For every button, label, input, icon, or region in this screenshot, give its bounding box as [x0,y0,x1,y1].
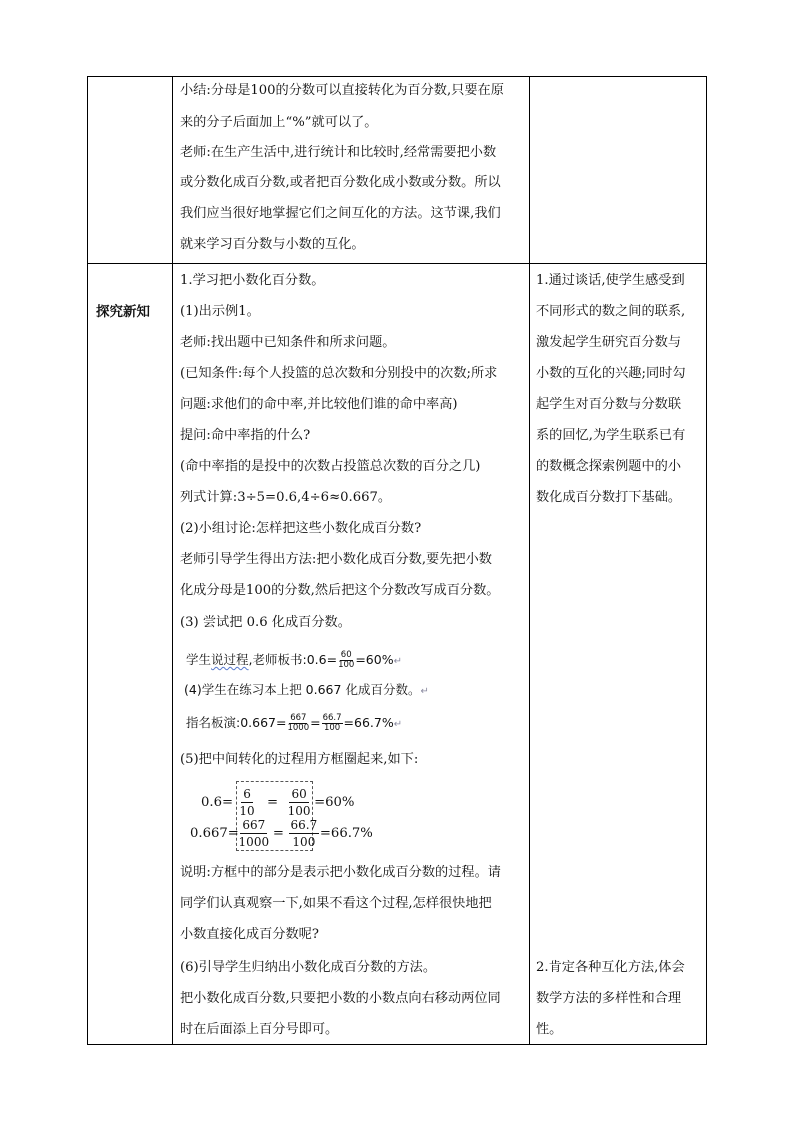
fraction [288,817,320,850]
text-run: 0.6= [201,795,234,810]
boxed-equation-1 [201,786,354,819]
text-run: 指名板演:0.667= [186,715,287,730]
text-line: 把小数化成百分数,只要把小数的小数点向右移动两位同 [180,991,501,1006]
text-run: =66.7% [343,715,394,730]
note-line: 数化成百分数打下基础。 [536,490,682,505]
fraction-numerator: 60 [340,650,352,660]
fraction-denominator: 1000 [287,723,310,733]
text-line: 老师:在生产生活中,进行统计和比较时,经常需要把小数 [180,145,497,160]
fraction [233,786,261,819]
note-line: 1.通过谈话,使学生感受到 [536,273,685,288]
text-line: 列式计算:3÷5=0.6,4÷6≈0.667。 [180,490,392,505]
text-line: (2)小组讨论:怎样把这些小数化成百分数? [180,521,422,536]
text-run: (4)学生在练习本上把 0.667 化成百分数。 [184,682,421,697]
note-line: 2.肯定各种互化方法,体会 [536,960,685,975]
note-line: 小数的互化的兴趣;同时勾 [536,366,686,381]
note-line: 的数概念探索例题中的小 [536,459,682,474]
text-run: =60% [355,652,394,667]
return-mark-icon: ↵ [420,686,429,697]
note-line: 系的回忆,为学生联系已有 [536,428,686,443]
fraction-denominator: 100 [287,804,311,818]
text-line: (3) 尝试把 0.6 化成百分数。 [180,615,351,630]
fraction-numerator: 60 [291,787,307,801]
boxed-equation-2 [190,817,373,850]
fraction-numerator: 667 [290,713,307,723]
fraction-numerator: 667 [242,818,266,832]
fraction-denominator: 100 [292,835,316,849]
board-demo-line [186,713,402,735]
fraction [239,817,269,850]
note-line: 数学方法的多样性和合理 [536,991,682,1006]
fraction [338,651,354,670]
text-run: =66.7% [319,826,373,841]
text-run: = [310,715,321,730]
fraction-denominator: 10 [239,804,255,818]
column-divider-2 [529,77,530,1044]
section-label: 探究新知 [96,304,150,320]
text-line: 化成分母是100的分数,然后把这个分数改写成百分数。 [180,583,500,598]
note-line: 激发起学生研究百分数与 [536,335,682,350]
text-line: (5)把中间转化的过程用方框圈起来,如下: [180,752,419,767]
text-line [184,681,429,701]
fraction-denominator: 100 [323,723,341,733]
text-run: 0.667= [190,826,239,841]
text-line: 老师引导学生得出方法:把小数化成百分数,要先把小数 [180,552,492,567]
text-line: 同学们认真观察一下,如果不看这个过程,怎样很快地把 [180,896,492,911]
text-run: =60% [314,795,355,810]
board-writing-line [186,650,402,672]
text-line: (已知条件:每个人投篮的总次数和分别投中的次数;所求 [180,366,498,381]
fraction-numerator: 66.7 [290,818,318,832]
lesson-plan-table [87,76,707,1045]
text-line: (命中率指的是投中的次数占投篮总次数的百分之几) [180,459,481,474]
text-line: (6)引导学生归纳出小数化成百分数的方法。 [180,960,437,975]
fraction-numerator: 6 [243,787,251,801]
wavy-underlined-text: 说过程 [211,652,249,667]
column-divider-1 [172,77,173,1044]
text-line: 说明:方框中的部分是表示把小数化成百分数的过程。请 [180,865,501,880]
text-line: 时在后面添上百分号即可。 [180,1022,339,1037]
return-mark-icon: ↵ [393,719,403,730]
text-run: ,老师板书:0.6= [248,652,338,667]
row-divider [88,263,706,264]
text-line: 老师:找出题中已知条件和所求问题。 [180,335,396,350]
text-line: 小数直接化成百分数呢? [180,927,319,942]
text-line: (1)出示例1。 [180,304,260,319]
text-line: 小结:分母是100的分数可以直接转化为百分数,只要在原 [180,83,504,98]
text-run: 学生 [186,652,212,667]
fraction-denominator: 100 [338,660,355,670]
text-line: 我们应当很好地掌握它们之间互化的方法。这节课,我们 [180,206,501,221]
fraction-numerator: 66.7 [322,713,342,723]
text-line: 或分数化成百分数,或者把百分数化成小数或分数。所以 [180,175,501,190]
note-line: 不同形式的数之间的联系, [536,304,686,319]
fraction [287,714,309,733]
return-mark-icon: ↵ [393,656,402,667]
text-line: 问题:求他们的命中率,并比较他们谁的命中率高) [180,397,458,412]
note-line: 性。 [536,1022,563,1037]
fraction [284,786,314,819]
text-line: 提问:命中率指的什么? [180,428,311,443]
text-line: 就来学习百分数与小数的互化。 [180,237,365,252]
text-line: 1.学习把小数化百分数。 [180,273,325,288]
text-line: 来的分子后面加上“%”就可以了。 [180,115,378,130]
text-run: = [267,795,279,810]
text-run: = [272,826,284,841]
fraction-denominator: 1000 [238,835,270,849]
note-line: 起学生对百分数与分数联 [536,397,682,412]
fraction [322,714,343,733]
